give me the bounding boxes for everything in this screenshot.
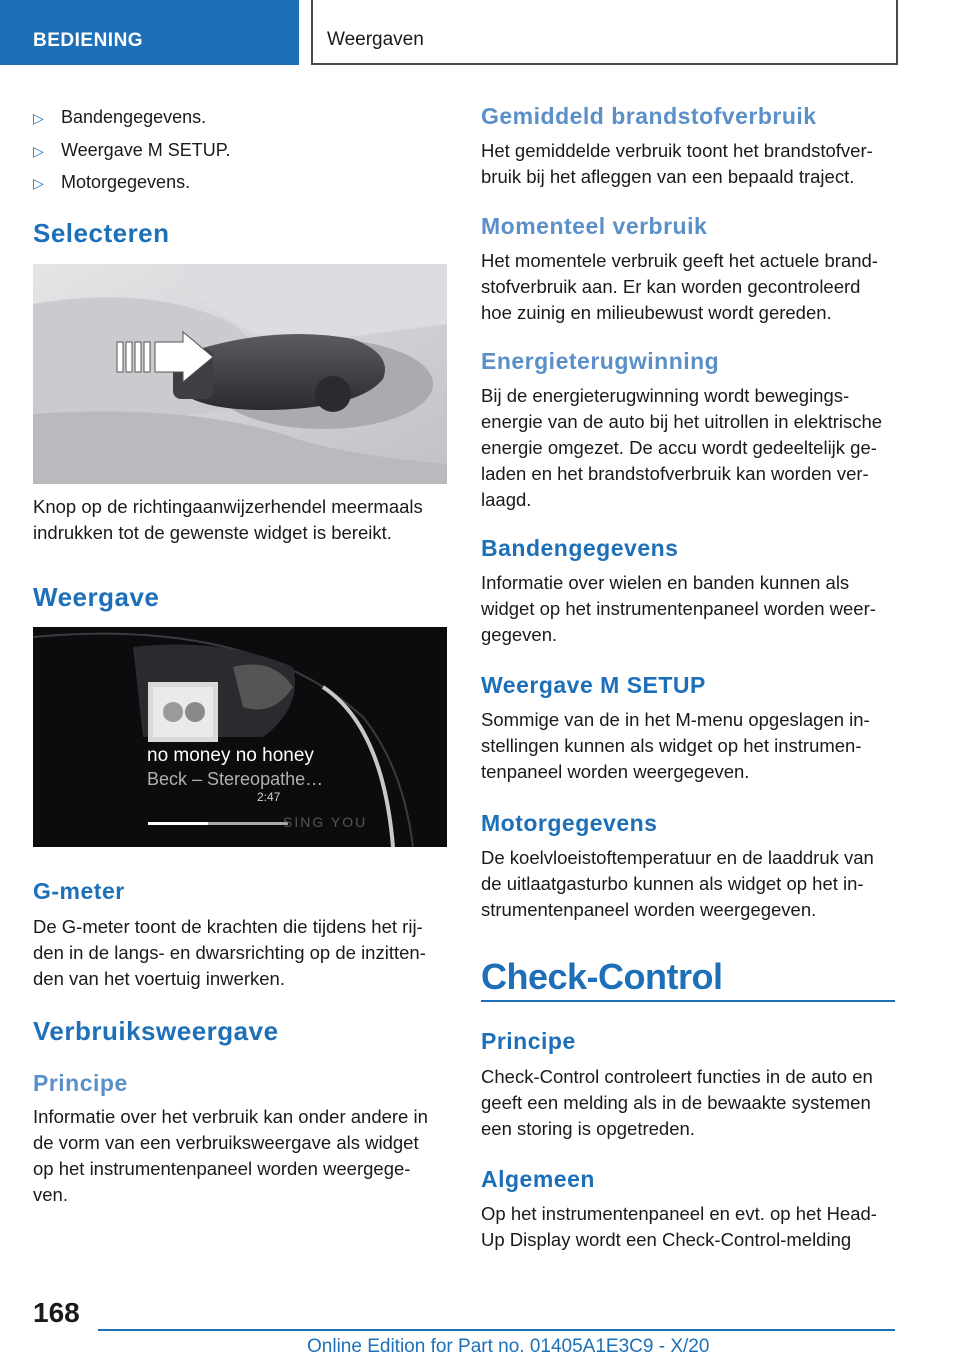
bandengegevens-text: Informatie over wielen en banden kunnen als widget op het instrumentenpaneel worden weer- gegeven. (481, 572, 876, 645)
energieterugwinning-text: Bij de energieterugwinning wordt bewegings- energie van de auto bij het uitrollen in elektrische energie omgezet. De accu wordt gedeeltelijk ge- laden en het brandstofverbruik kan worden ver- laagd. (481, 385, 883, 510)
gemiddeld-text: Het gemiddelde verbruik toont het brandstofver- bruik bij het afleggen van een bepaald traject. (481, 140, 873, 187)
heading-motorgegevens: Motorgegevens (481, 810, 658, 836)
song-time: 2:47 (257, 790, 281, 804)
triangle-bullet-icon: ▷ (33, 110, 44, 126)
heading-selecteren: Selecteren (33, 218, 170, 248)
edition-note: Online Edition for Part no. 01405A1E3C9 - X/20 (307, 1336, 710, 1357)
heading-bandengegevens: Bandengegevens (481, 535, 679, 561)
heading-rule (481, 1000, 895, 1002)
heading-weergave-m-setup: Weergave M SETUP (481, 672, 706, 698)
algemeen-text: Op het instrumentenpaneel en evt. op het Head- Up Display wordt een Check-Control-melding (481, 1203, 877, 1250)
cc-principe-text: Check-Control controleert functies in de auto en geeft een melding als in de bewaakte systemen een storing is opgetreden. (481, 1066, 873, 1139)
heading-principe: Principe (33, 1070, 128, 1096)
song-title: no money no honey (147, 745, 314, 766)
heading-weergave: Weergave (33, 582, 160, 612)
m-setup-text: Sommige van de in het M-menu opgeslagen in- stellingen kunnen als widget op het instrumen- tenpaneel worden weergegeven. (481, 709, 870, 782)
page-number: 168 (33, 1297, 80, 1328)
svg-text:SING YOU: SING YOU (283, 814, 368, 830)
bullet-item: ▷ Motorgegevens. (33, 169, 190, 196)
bullet-item: ▷ Weergave M SETUP. (33, 137, 230, 164)
chapter-header (311, 0, 898, 65)
momenteel-text: Het momentele verbruik geeft het actuele brand- stofverbruik aan. Er kan worden gecontroleerd hoe zuinig en milieubewust wordt gereden. (481, 250, 878, 323)
heading-verbruiksweergave: Verbruiksweergave (33, 1016, 279, 1046)
heading-g-meter: G-meter (33, 878, 125, 904)
principe-text: Informatie over het verbruik kan onder andere in de vorm van een verbruiksweergave als widget op het instrumentenpaneel worden weergege- ven. (33, 1106, 428, 1205)
footer-rule (98, 1329, 895, 1331)
heading-momenteel-verbruik: Momenteel verbruik (481, 213, 708, 239)
turn-signal-lever-illustration (33, 264, 447, 484)
motorgegevens-text: De koelvloeistoftemperatuur en de laaddruk van de uitlaatgasturbo kunnen als widget op het in- strumentenpaneel worden weergegeven. (481, 847, 874, 920)
g-meter-text: De G-meter toont de krachten die tijdens het rij- den in de langs- en dwarsrichting op de inzitten- den van het voertuig inwerken. (33, 916, 426, 989)
instrument-display-photo (33, 627, 447, 847)
heading-check-control: Check-Control (481, 956, 723, 997)
bullet-item: ▷ Bandengegevens. (33, 104, 206, 131)
section-label: BEDIENING (33, 30, 144, 51)
selecteren-caption: Knop op de richtingaanwijzerhendel meermaals indrukken tot de gewenste widget is bereikt. (33, 496, 423, 543)
lever-photo (33, 264, 447, 484)
heading-cc-principe: Principe (481, 1028, 576, 1054)
heading-algemeen: Algemeen (481, 1166, 595, 1192)
triangle-bullet-icon: ▷ (33, 143, 44, 159)
triangle-bullet-icon: ▷ (33, 175, 44, 191)
chapter-label: Weergaven (327, 29, 424, 50)
instrument-arc-illustration (33, 627, 447, 847)
section-tab (0, 0, 299, 65)
heading-gemiddeld-brandstofverbruik: Gemiddeld brandstofverbruik (481, 103, 817, 129)
song-artist: Beck – Stereopathe… (147, 769, 324, 789)
heading-energieterugwinning: Energieterugwinning (481, 348, 720, 374)
